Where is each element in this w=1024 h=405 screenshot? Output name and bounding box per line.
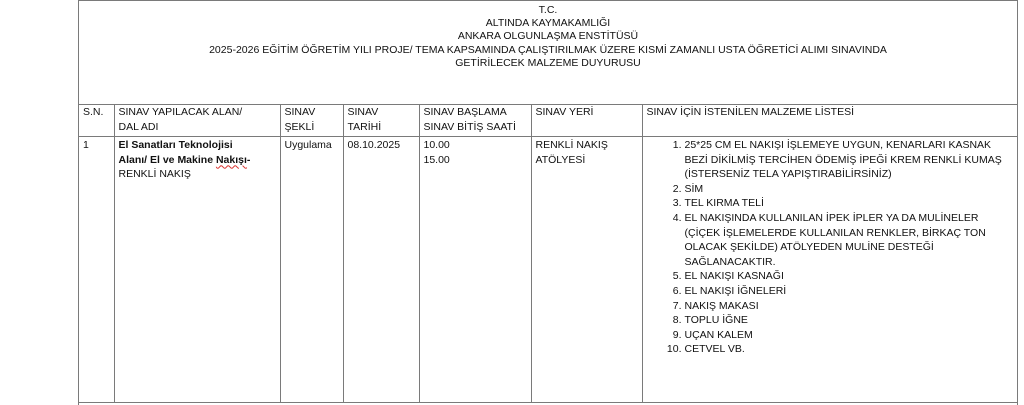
cell-materials	[642, 137, 1017, 403]
list-item	[647, 182, 1014, 197]
list-item-text: CETVEL VB.	[684, 343, 745, 356]
column-header-sn: S.N.	[79, 104, 114, 137]
column-header-exam-place: SINAV YERİ	[531, 104, 642, 137]
list-item-number: 7.	[672, 299, 682, 312]
cell-exam-type: Uygulama	[280, 137, 343, 403]
list-item	[647, 211, 1014, 269]
header-line-tc: T.C.	[538, 4, 558, 16]
list-item-number: 9.	[672, 328, 682, 341]
materials-list	[647, 138, 1014, 357]
list-item	[647, 299, 1014, 314]
list-item	[647, 196, 1014, 211]
header-line-district: ALTINDA KAYMAKAMLIĞI	[485, 17, 611, 30]
list-item-text: 25*25 CM EL NAKIŞI İŞLEMEYE UYGUN, KENARLARI KASNAK BEZİ DİKİLMİŞ TERCİHEN ÖDEMİŞ İPEĞİ KREM RENKLİ KUMAŞ (İSTERSENİZ TELA YAPIŞTIRABİLİRSİNİZ)	[684, 139, 1002, 181]
column-header-exam-type: SINAV ŞEKLİ	[280, 104, 343, 137]
spellcheck-underline: Nakışı	[215, 153, 247, 166]
column-header-materials: SINAV İÇİN İSTENİLEN MALZEME LİSTESİ	[642, 104, 1017, 137]
document-header	[79, 1, 1017, 105]
cell-exam-date: 08.10.2025	[343, 137, 419, 403]
list-item	[647, 269, 1014, 284]
cell-exam-time: 10.00 15.00	[419, 137, 531, 403]
list-item-number: 4.	[672, 211, 682, 224]
list-item-number: 10.	[666, 343, 682, 356]
list-item-text: UÇAN KALEM	[684, 328, 753, 341]
column-header-area: SINAV YAPILACAK ALAN/ DAL ADI	[114, 104, 280, 137]
list-item-number: 3.	[672, 197, 682, 210]
list-item-text: EL NAKIŞI İĞNELERİ	[684, 284, 787, 297]
list-item-text: NAKIŞ MAKASI	[684, 299, 759, 312]
header-line-subject: 2025-2026 EĞİTİM ÖĞRETİM YILI PROJE/ TEMA KAPSAMINDA ÇALIŞTIRILMAK ÜZERE KISMİ ZAMANLI USTA ÖĞRETİCİ ALIMI SINAVINDA	[209, 43, 887, 56]
announcement-table-frame	[78, 0, 1018, 405]
column-header-exam-time: SINAV BAŞLAMA SINAV BİTİŞ SAATİ	[419, 104, 531, 137]
list-item-text: EL NAKIŞI KASNAĞI	[684, 270, 784, 283]
list-item-text: SİM	[684, 182, 704, 195]
list-item-number: 6.	[672, 284, 682, 297]
cell-area: El Sanatları Teknolojisi Alanı/ El ve Makine Nakışı- RENKLİ NAKIŞ	[114, 137, 280, 403]
list-item	[647, 328, 1014, 343]
list-item	[647, 138, 1014, 182]
cell-exam-place: RENKLİ NAKIŞ ATÖLYESİ	[531, 137, 642, 403]
column-header-exam-date: SINAV TARİHİ	[343, 104, 419, 137]
header-line-title: GETİRİLECEK MALZEME DUYURUSU	[455, 56, 641, 69]
header-line-institute: ANKARA OLGUNLAŞMA ENSTİTÜSÜ	[457, 30, 639, 43]
materials-table	[79, 104, 1017, 403]
list-item-number: 2.	[672, 182, 682, 195]
list-item	[647, 284, 1014, 299]
list-item	[647, 313, 1014, 328]
list-item-number: 8.	[672, 314, 682, 327]
list-item-text: TOPLU İĞNE	[684, 314, 748, 327]
list-item-text: EL NAKIŞINDA KULLANILAN İPEK İPLER YA DA MULİNELER (ÇİÇEK İŞLEMELERDE KULLANILAN RENKLER, BİRKAÇ TON OLACAK ŞEKİLDE) ATÖLYEDEN MULİNE DESTEĞİ SAĞLANACAKTIR.	[684, 211, 986, 268]
list-item	[647, 342, 1014, 357]
list-item-number: 1.	[672, 139, 682, 151]
table-header-row	[79, 104, 1017, 137]
cell-sn: 1	[79, 137, 114, 403]
list-item-text: TEL KIRMA TELİ	[684, 197, 764, 210]
table-row	[79, 137, 1017, 403]
list-item-number: 5.	[672, 270, 682, 283]
